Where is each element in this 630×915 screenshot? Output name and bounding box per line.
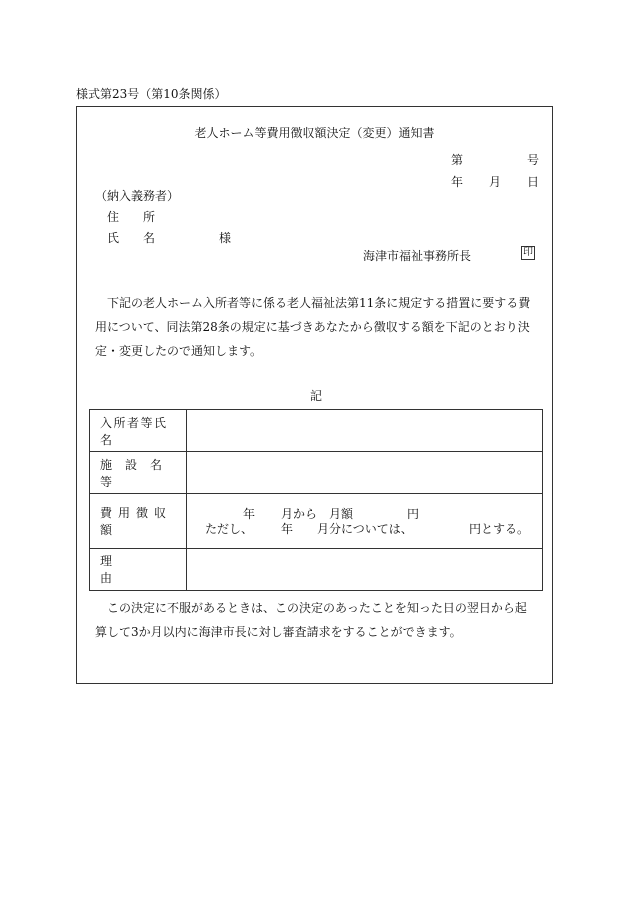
resident-label-text: 入所者等氏名 (100, 415, 168, 447)
fee-year-2: 年 (281, 522, 294, 537)
appeal-line-1: この決定に不服があるときは、この決定のあったことを知った日の翌日から起 (107, 601, 527, 615)
resident-name-label (90, 414, 186, 448)
issuer-name: 海津市福祉事務所長 (363, 249, 472, 263)
fee-month-from: 月から (281, 507, 318, 522)
body-line-2: 用について、同法第28条の規定に基づきあなたから徴収する額を下記のとおり決 (95, 320, 530, 334)
fee-lines (187, 499, 542, 543)
facility-label (90, 456, 186, 490)
fee-yen: 円 (407, 507, 420, 522)
facility-label-text: 施設名等 (100, 457, 176, 489)
label-cell-fee (90, 494, 187, 548)
date-year: 年 (451, 175, 464, 189)
appeal-paragraph (95, 596, 527, 644)
table-row (90, 494, 543, 548)
label-cell-resident (90, 410, 187, 452)
seal-stamp (521, 246, 535, 260)
details-table (89, 409, 543, 591)
resident-name-value[interactable] (187, 410, 543, 452)
fee-label (90, 504, 186, 538)
number-suffix: 号 (527, 153, 540, 167)
fee-month-part: 月分については、 (317, 522, 413, 537)
fee-value-cell[interactable] (187, 494, 543, 548)
table-row (90, 410, 543, 452)
fee-monthly: 月額 (329, 507, 354, 522)
name-label-char1: 氏 (107, 231, 120, 245)
notice-frame (76, 106, 553, 684)
table-row (90, 452, 543, 494)
fee-label-text: 費用徴収額 (100, 506, 173, 538)
body-line-3: 定・変更したので通知します。 (95, 344, 263, 358)
seal-label: 印 (523, 247, 533, 258)
reason-value[interactable] (187, 548, 543, 590)
document-title: 老人ホーム等費用徴収額決定（変更）通知書 (194, 126, 435, 140)
ki-label: 記 (310, 389, 323, 403)
label-cell-facility (90, 452, 187, 494)
reason-label (90, 552, 186, 586)
address-label-char1: 住 (107, 210, 120, 224)
form-number-label: 様式第23号（第10条関係） (76, 87, 227, 101)
label-cell-reason (90, 548, 187, 590)
body-line-1: 下記の老人ホーム入所者等に係る老人福祉法第11条に規定する措置に要する費 (107, 296, 531, 310)
number-prefix: 第 (451, 153, 464, 167)
address-label-char2: 所 (143, 210, 156, 224)
date-month: 月 (489, 175, 502, 189)
honorific-sama: 様 (219, 231, 232, 245)
recipient-heading: （納入義務者） (95, 189, 180, 203)
appeal-line-2: 算して3か月以内に海津市長に対し審査請求をすることができます。 (95, 625, 462, 639)
date-day: 日 (527, 175, 540, 189)
table-row (90, 548, 543, 590)
fee-tadashi: ただし、 (205, 522, 254, 537)
name-label-char2: 名 (143, 231, 156, 245)
facility-name-value[interactable] (187, 452, 543, 494)
fee-year: 年 (243, 507, 256, 522)
body-paragraph (95, 291, 530, 363)
fee-yen-tosuru: 円とする。 (469, 522, 530, 537)
reason-label-text: 理由 (100, 554, 172, 586)
